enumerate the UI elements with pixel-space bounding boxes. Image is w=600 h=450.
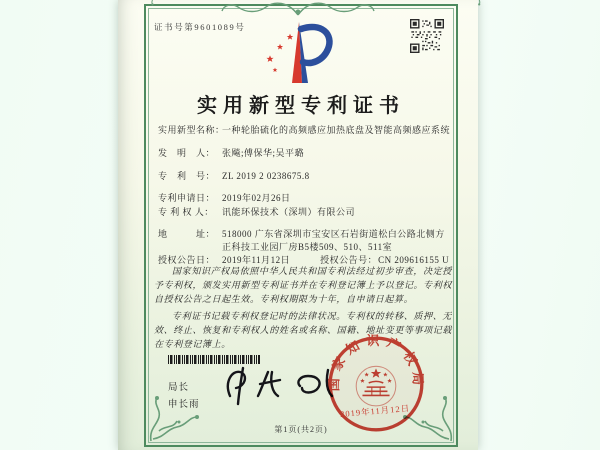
field-inventors <box>158 147 454 160</box>
corner-flourish-ornament <box>455 0 485 6</box>
qr-code <box>410 18 444 54</box>
field-label: 专利申请日： <box>158 193 216 203</box>
seal-date: 2019年11月12日 <box>339 402 411 420</box>
top-center-flourish-ornament <box>218 0 378 19</box>
field-filing-date <box>158 192 454 205</box>
field-label: 专 利 权 人： <box>158 207 214 217</box>
certificate-title: 实用新型专利证书 <box>197 95 405 117</box>
field-label: 地 址： <box>158 229 216 239</box>
field-label: 专 利 号： <box>158 171 216 181</box>
patent-office-logo-icon <box>257 20 341 88</box>
page-number: 第1页(共2页) <box>274 425 328 434</box>
field-label: 授权公告日： <box>158 255 216 265</box>
field-value: 讯能环保技术（深圳）有限公司 <box>222 207 356 217</box>
field-value: ZL 2019 2 0238675.8 <box>222 171 310 181</box>
corner-flourish-ornament <box>147 0 177 6</box>
director-name: 申长雨 <box>168 399 200 410</box>
field-value: 2019年11月12日 <box>222 255 291 265</box>
field-label: 实用新型名称： <box>158 125 225 135</box>
legal-paragraph-1: 国家知识产权局依照中华人民共和国专利法经过初步审查，决定授予专利权，颁发实用新型专利证书并在专利登记簿上予以登记。专利权自授权公告之日起生效。专利权期限为十年，自申请日起算。 <box>154 266 452 304</box>
seal-ring-text: 国家知识产权局 <box>326 334 426 392</box>
field-patentee <box>158 206 454 219</box>
director-title: 局长 <box>168 383 190 393</box>
certificate-paper <box>118 0 478 450</box>
field-value: CN 209616155 U <box>378 255 450 265</box>
field-label: 授权公告号： <box>320 255 378 265</box>
certificate-number: 证书号第9601089号 <box>154 22 246 32</box>
director-signoff <box>168 380 200 413</box>
field-value: 2019年02月26日 <box>222 193 291 203</box>
field-value: 一种轮胎硫化的高频感应加热底盘及智能高频感应系统 <box>222 125 451 135</box>
legal-paragraph-2: 专利证书记载专利权登记时的法律状况。专利权的转移、质押、无效、终止、恢复和专利权人的姓名或名称、国籍、地址变更等事项记载在专利登记簿上。 <box>154 310 452 349</box>
field-utility-model-name <box>158 124 454 137</box>
field-patent-number <box>158 170 454 183</box>
field-label: 发 明 人： <box>158 148 216 158</box>
field-address <box>158 228 454 253</box>
field-value: 张飚;傅保华;吴平璐 <box>222 148 305 158</box>
field-value: 518000 广东省深圳市宝安区石岩街道松白公路北侧方正科技工业园厂房B5楼509、510、511室 <box>222 229 445 252</box>
